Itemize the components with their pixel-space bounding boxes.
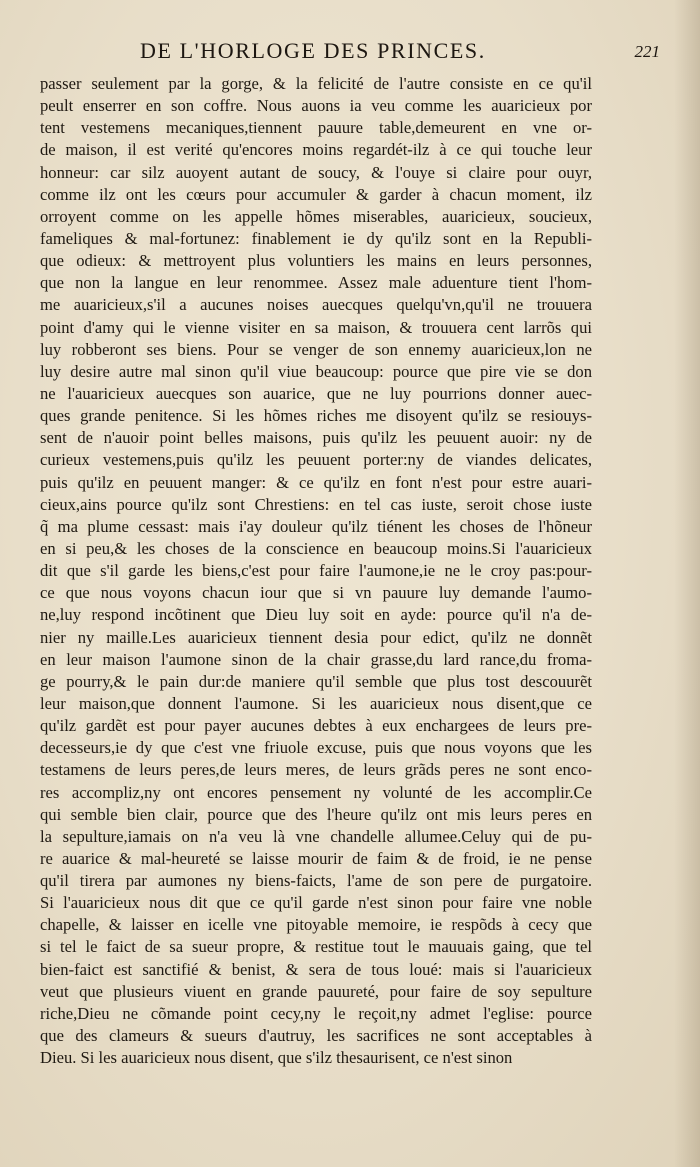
text-line: luy robberont ses biens. Pour se venger de son ennemy auaricieux,lon ne [40, 339, 592, 359]
text-line: ne,luy respond incõtinent que Dieu luy soit en ayde: pource qu'il n'a de- [40, 605, 592, 625]
text-line: fameliques & mal-fortunez: finablement ie dy qu'ilz sont en la Republi- [40, 228, 592, 248]
page-header [140, 38, 660, 68]
text-line: veut que plusieurs viuent en grande pauureté, pour faire de soy sepulture [40, 981, 592, 1001]
text-line: honneur: car silz auoyent autant de soucy, & l'ouye si claire pour ouyr, [40, 162, 592, 182]
text-line: comme ilz ont les cœurs pour accumuler & garder à chacun moment, ilz [40, 184, 592, 204]
text-line: en leur maison l'aumone sinon de la chair grasse,du lard rance,du froma- [40, 649, 592, 669]
text-line: qu'ilz gardẽt est pour payer aucunes debtes à eux enchargees de leurs pre- [40, 716, 592, 736]
text-line: cieux,ains pource qu'ilz sont Chrestiens: en tel cas iuste, seroit chose iuste [40, 494, 592, 514]
text-line: curieux vestemens,puis qu'ilz les peuuent porter:ny de viandes delicates, [40, 450, 592, 470]
text-line: ques grande penitence. Si les hõmes riches me disoyent qu'ilz se resiouys- [40, 406, 592, 426]
text-line: me auaricieux,s'il a aucunes noises auecques quelqu'vn,qu'il ne trouuera [40, 295, 592, 315]
text-line: dit que s'il garde les biens,c'est pour faire l'aumone,ie ne le croy pas:pour- [40, 561, 592, 581]
text-line: ge pourry,& le pain dur:de maniere qu'il semble que plus tost descouurẽt [40, 671, 592, 691]
running-title: DE L'HORLOGE DES PRINCES. [140, 38, 486, 63]
text-line: en si peu,& les choses de la conscience en beaucoup moins.Si l'auaricieux [40, 538, 592, 558]
text-line: si tel le faict de sa sueur propre, & restitue tout le mauuais gaing, que tel [40, 937, 592, 957]
page-number: 221 [634, 42, 660, 61]
text-line: de maison, il est verité qu'encores moins regardét-ilz à ce qui touche leur [40, 140, 592, 160]
text-line: tent vestemens mecaniques,tiennent pauure table,demeurent en vne or- [40, 118, 592, 138]
text-line: leur maison,que donnent l'aumone. Si les auaricieux nous disent,que ce [40, 693, 592, 713]
text-line: puis qu'ilz en peuuent manger: & ce qu'ilz en font n'est pour estre auari- [40, 472, 592, 492]
text-line: passer seulement par la gorge, & la felicité de l'autre consiste en ce qu'il [40, 74, 592, 93]
text-line: que odieux: & mettroyent plus voluntiers les mains en leurs personnes, [40, 251, 592, 271]
text-line: re auarice & mal-heureté se laisse mourir de faim & de froid, ie ne pense [40, 848, 592, 868]
text-line: ce que nous voyons chacun iour que si vn pauure luy demande l'aumo- [40, 583, 592, 603]
text-line: q̃ ma plume cessast: mais i'ay douleur qu'ilz tiénent les choses de l'hõneur [40, 516, 592, 536]
text-line: la sepulture,iamais on n'a veu là vne chandelle allumee.Celuy qui de pu- [40, 826, 592, 846]
text-line: que des clameurs & sueurs d'autruy, les sacrifices ne sont acceptables à [40, 1026, 592, 1046]
text-line: Dieu. Si les auaricieux nous disent, que s'ilz thesaurisent, ce n'est sinon [40, 1048, 513, 1068]
text-line: orroyent comme on les appelle hõmes miserables, auaricieux, soucieux, [40, 206, 592, 226]
page-edge-shadow [674, 0, 700, 1167]
text-line: luy desire autre mal sinon qu'il viue beaucoup: pource que pire vie se don [40, 361, 592, 381]
text-line: Si l'auaricieux nous dit que ce qu'il garde n'est sinon pour faire vne noble [40, 893, 592, 913]
text-line: peult enserrer en son coffre. Nous auons ia veu comme les auaricieux por [40, 96, 592, 116]
text-line: sent de n'auoir point belles maisons, puis qu'ilz les peuuent auoir: ny de [40, 428, 592, 448]
body-text [40, 73, 592, 1069]
text-line: chapelle, & laisser en icelle vne pitoyable memoire, ie respõds à cecy que [40, 915, 592, 935]
text-line: decesseurs,ie dy que c'est vne friuole excuse, puis que nous voyons que les [40, 738, 592, 758]
text-line: nier ny maille.Les auaricieux tiennent desia pour edict, qu'ilz ne donnẽt [40, 627, 592, 647]
text-line: point d'amy qui le vienne visiter en sa maison, & trouuera cent larrõs qui [40, 317, 592, 337]
text-line: qui semble bien clair, pource que des l'heure qu'ilz ont mis leurs peres en [40, 804, 592, 824]
text-line: res accompliz,ny ont encores pensement ny volunté de les accomplir.Ce [40, 782, 592, 802]
text-line: ne l'auaricieux auecques son auarice, que ne luy pourrions donner auec- [40, 383, 592, 403]
text-line: bien-faict est sanctifié & benist, & sera de tous loué: mais si l'auaricieux [40, 959, 592, 979]
text-line: testamens de leurs peres,de leurs meres, de leurs grãds peres ne sont enco- [40, 760, 592, 780]
text-line: qu'il tirera par aumones ny biens-faicts, l'ame de son pere de purgatoire. [40, 871, 592, 891]
text-line: que non la langue en leur renommee. Assez male aduenture tient l'hom- [40, 273, 592, 293]
text-line: riche,Dieu ne cõmande point cecy,ny le reçoit,ny admet l'eglise: pource [40, 1003, 592, 1023]
